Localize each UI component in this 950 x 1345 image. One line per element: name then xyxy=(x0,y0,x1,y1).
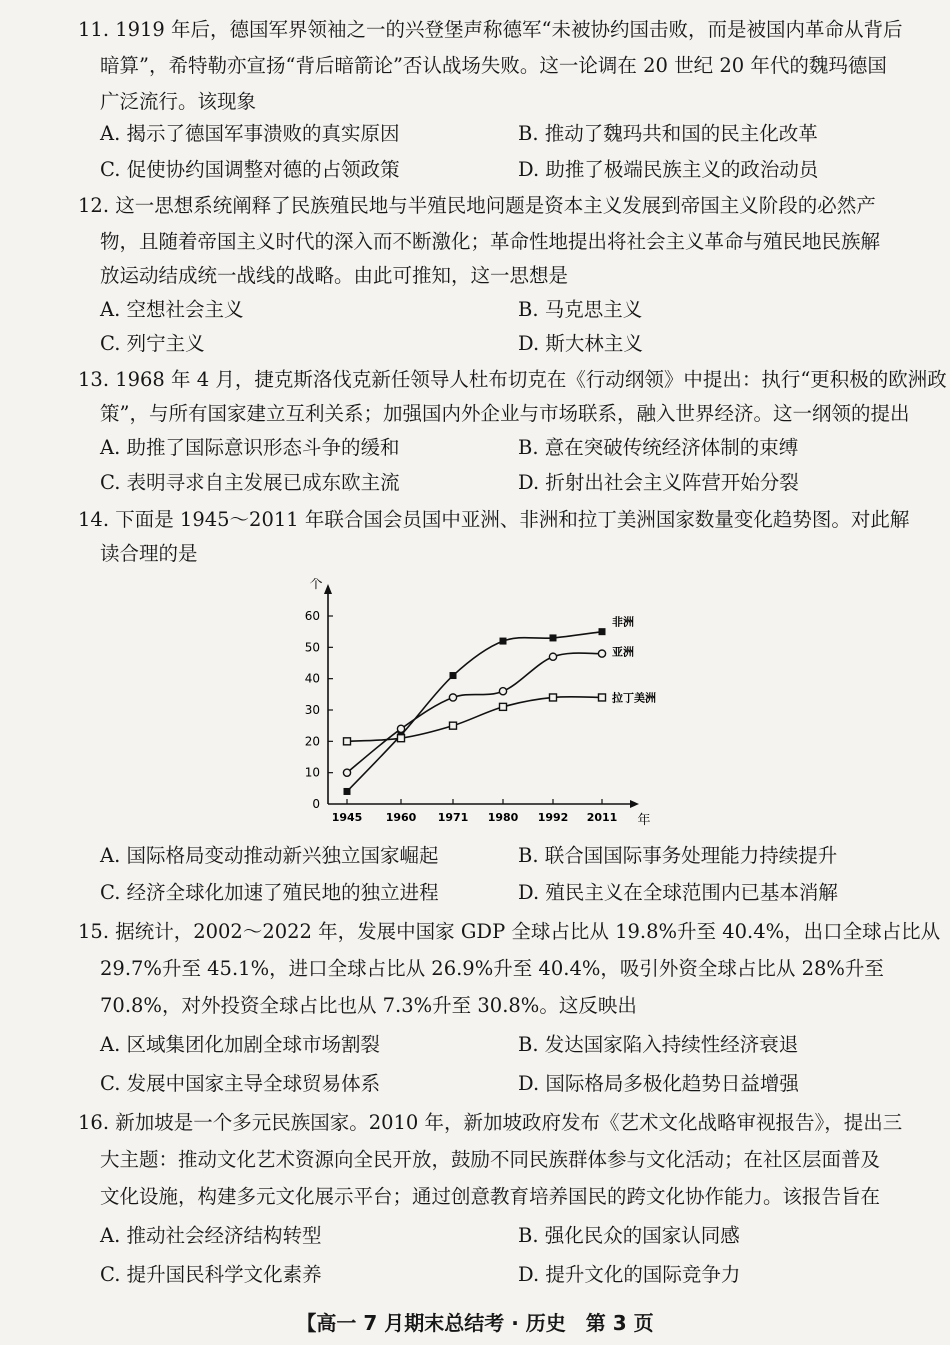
series-line-1 xyxy=(347,653,602,773)
chart-series-lines xyxy=(347,632,602,792)
chart-labels xyxy=(305,578,656,828)
question-12-stem-line: 物，且随着帝国主义时代的深入而不断激化；革命性地提出将社会主义革命与殖民地民族解 xyxy=(100,230,881,253)
question-16-option-c[interactable]: C. 提升国民科学文化素养 xyxy=(100,1263,322,1286)
question-15-option-a[interactable]: A. 区域集团化加剧全球市场割裂 xyxy=(100,1033,380,1056)
data-point-open-square xyxy=(450,722,457,729)
question-12-stem-line: 放运动结成统一战线的战略。由此可推知，这一思想是 xyxy=(100,264,569,287)
data-point-open-square xyxy=(500,703,507,710)
y-axis-arrow xyxy=(324,584,332,594)
question-12-option-c[interactable]: C. 列宁主义 xyxy=(100,332,205,355)
question-13-stem-line: 策”，与所有国家建立互利关系；加强国内外企业与市场联系，融入世界经济。这一纲领的提出 xyxy=(100,402,910,425)
data-point-open-square xyxy=(344,738,351,745)
question-11-option-a[interactable]: A. 揭示了德国军事溃败的真实原因 xyxy=(100,122,400,145)
x-tick-label: 1992 xyxy=(537,811,569,824)
data-point-filled-square xyxy=(344,788,351,795)
y-tick-label: 60 xyxy=(304,609,320,623)
y-axis-label: 个 xyxy=(309,578,323,592)
series-line-0 xyxy=(347,632,602,792)
y-tick-label: 20 xyxy=(304,734,320,749)
question-13-option-b[interactable]: B. 意在突破传统经济体制的束缚 xyxy=(518,436,799,459)
question-14-stem-line: 14. 下面是 1945～2011 年联合国会员国中亚洲、非洲和拉丁美洲国家数量变化趋势图。对此解 xyxy=(78,508,910,531)
question-13-option-d[interactable]: D. 折射出社会主义阵营开始分裂 xyxy=(518,471,799,494)
data-point-open-square xyxy=(599,694,606,701)
question-11-stem-line: 暗算”，希特勒亦宣扬“背后暗箭论”否认战场失败。这一论调在 20 世纪 20 年代的魏玛德国 xyxy=(100,54,887,77)
question-12-stem-line: 12. 这一思想系统阐释了民族殖民地与半殖民地问题是资本主义发展到帝国主义阶段的必然产 xyxy=(78,194,876,217)
y-tick-label: 30 xyxy=(304,703,320,717)
x-axis-label: 年 xyxy=(637,813,651,828)
data-point-open-circle xyxy=(598,650,605,657)
question-14-option-b[interactable]: B. 联合国国际事务处理能力持续提升 xyxy=(518,844,838,867)
question-12-option-a[interactable]: A. 空想社会主义 xyxy=(100,298,244,321)
y-tick-label: 50 xyxy=(304,640,320,655)
data-point-open-circle xyxy=(449,694,456,701)
question-15-stem-line: 29.7%升至 45.1%，进口全球占比从 26.9%升至 40.4%，吸引外资全球占比从 28%升至 xyxy=(100,957,884,980)
question-16-stem-line: 大主题：推动文化艺术资源向全民开放，鼓励不同民族群体参与文化活动；在社区层面普及 xyxy=(100,1148,881,1171)
series-label: 亚洲 xyxy=(612,645,634,659)
data-point-open-square xyxy=(398,735,405,742)
question-15-option-b[interactable]: B. 发达国家陷入持续性经济衰退 xyxy=(518,1033,799,1056)
question-14-option-d[interactable]: D. 殖民主义在全球范围内已基本消解 xyxy=(518,881,838,904)
question-11-stem-line: 广泛流行。该现象 xyxy=(100,90,257,113)
question-13-stem-line: 13. 1968 年 4 月，捷克斯洛伐克新任领导人杜布切克在《行动纲领》中提出：执行“更积极的欧洲政 xyxy=(78,368,947,391)
question-14-option-a[interactable]: A. 国际格局变动推动新兴独立国家崛起 xyxy=(100,844,439,867)
question-11-option-c[interactable]: C. 促使协约国调整对德的占领政策 xyxy=(100,158,400,181)
x-tick-label: 1945 xyxy=(331,811,363,824)
question-12-option-b[interactable]: B. 马克思主义 xyxy=(518,298,643,321)
question-14-stem-line: 读合理的是 xyxy=(100,542,198,565)
y-tick-label: 10 xyxy=(304,765,320,780)
y-tick-label: 40 xyxy=(304,671,320,686)
x-tick-label: 1971 xyxy=(437,811,469,824)
question-11-option-d[interactable]: D. 助推了极端民族主义的政治动员 xyxy=(518,158,819,181)
chart-axes xyxy=(324,584,639,808)
x-tick-label: 1980 xyxy=(487,811,519,824)
data-point-open-square xyxy=(550,694,557,701)
data-point-filled-square xyxy=(550,634,557,641)
question-16-option-b[interactable]: B. 强化民众的国家认同感 xyxy=(518,1224,740,1247)
data-point-open-circle xyxy=(499,688,506,695)
series-label: 非洲 xyxy=(612,615,634,629)
page-footer: 【高一 7 月期末总结考 · 历史 第 3 页 xyxy=(296,1311,654,1335)
question-13-option-c[interactable]: C. 表明寻求自主发展已成东欧主流 xyxy=(100,471,400,494)
x-tick-label: 1960 xyxy=(385,811,417,824)
data-point-filled-square xyxy=(599,628,606,635)
question-11-option-b[interactable]: B. 推动了魏玛共和国的民主化改革 xyxy=(518,122,818,145)
data-point-filled-square xyxy=(500,638,507,645)
data-point-open-circle xyxy=(549,653,556,660)
data-point-open-circle xyxy=(397,725,404,732)
question-16-stem-line: 16. 新加坡是一个多元民族国家。2010 年，新加坡政府发布《艺术文化战略审视报告》，提出三 xyxy=(78,1111,903,1134)
question-14-option-c[interactable]: C. 经济全球化加速了殖民地的独立进程 xyxy=(100,881,439,904)
question-15-stem-line: 15. 据统计，2002～2022 年，发展中国家 GDP 全球占比从 19.8%升至 40.4%，出口全球占比从 xyxy=(78,920,941,943)
question-15-option-d[interactable]: D. 国际格局多极化趋势日益增强 xyxy=(518,1072,799,1095)
data-point-open-circle xyxy=(343,769,350,776)
question-16-option-d[interactable]: D. 提升文化的国际竞争力 xyxy=(518,1263,741,1286)
question-11-stem-line: 11. 1919 年后，德国军界领袖之一的兴登堡声称德军“未被协约国击败，而是被国内革命从背后 xyxy=(78,18,903,41)
question-15-stem-line: 70.8%，对外投资全球占比也从 7.3%升至 30.8%。这反映出 xyxy=(100,994,637,1017)
question-16-stem-line: 文化设施，构建多元文化展示平台；通过创意教育培养国民的跨文化协作能力。该报告旨在 xyxy=(100,1185,881,1208)
x-tick-label: 2011 xyxy=(586,811,618,824)
series-label: 拉丁美洲 xyxy=(612,691,656,705)
question-13-option-a[interactable]: A. 助推了国际意识形态斗争的缓和 xyxy=(100,436,400,459)
question-16-option-a[interactable]: A. 推动社会经济结构转型 xyxy=(100,1224,322,1247)
x-axis-arrow xyxy=(630,800,639,808)
member-states-line-chart xyxy=(290,578,660,830)
data-point-filled-square xyxy=(450,672,457,679)
y-tick-label: 0 xyxy=(312,797,320,811)
question-15-option-c[interactable]: C. 发展中国家主导全球贸易体系 xyxy=(100,1072,381,1095)
question-12-option-d[interactable]: D. 斯大林主义 xyxy=(518,332,643,355)
series-line-2 xyxy=(347,697,602,742)
